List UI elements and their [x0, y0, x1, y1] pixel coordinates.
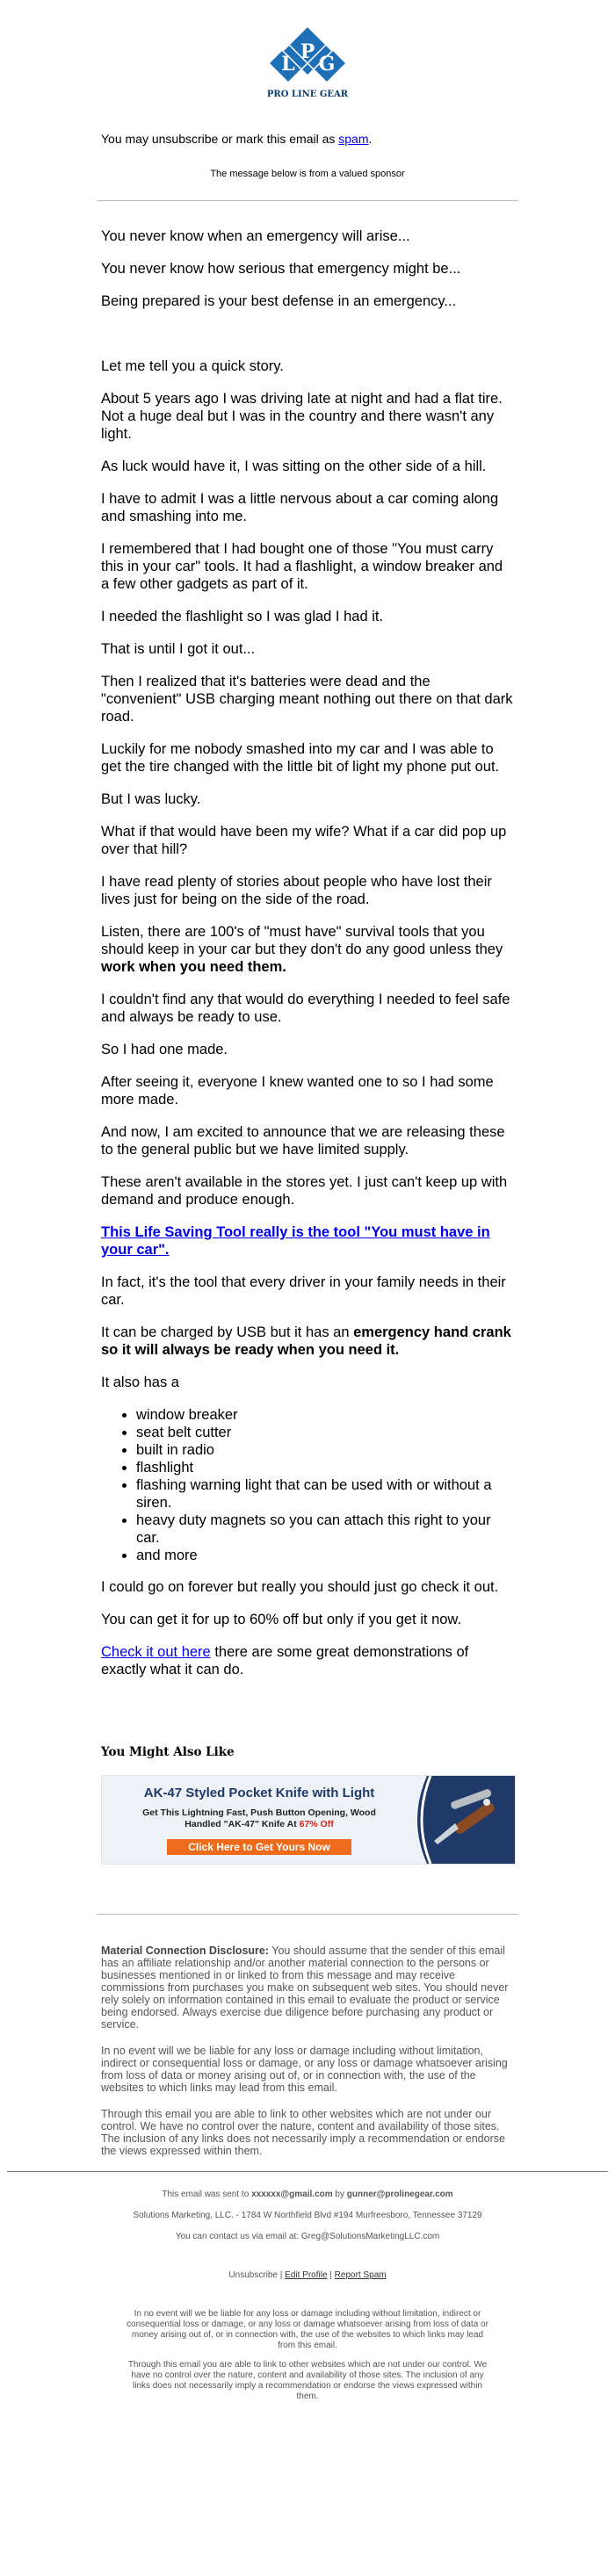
banner-title: AK-47 Styled Pocket Knife with Light [143, 1786, 375, 1800]
svg-text:P: P [300, 40, 315, 63]
story-paragraph [101, 1223, 514, 1259]
emphasis-text: work when you need them. [101, 959, 286, 975]
story-paragraph: These aren't available in the stores yet. I just can't keep up with demand and produce enough. [101, 1174, 508, 1208]
feature-list [101, 1406, 514, 1564]
story-body [101, 227, 514, 1678]
story-paragraph: Listen, there are 100's of "must have" survival tools that you should keep in your car but they don't do any good unless they work when you need them. [101, 924, 503, 975]
banner-subtitle: Get This Lightning Fast, Push Button Opening, Wood Handled "AK-47" Knife At 67% Off [142, 1808, 376, 1829]
pocket-knife-icon [401, 1776, 515, 1864]
fine-print: In no event will we be liable for any loss or damage including without limitation, indirect or consequential loss or damage, or any loss or damage whatsoever arising from loss of data or money arising out of, or in connection with, the use of the websites to which links may lead from this email. [127, 2309, 488, 2350]
sent-to-line: This email was sent to xxxxxx@gmail.com by gunner@prolinegear.com [162, 2190, 453, 2199]
discount-text: 67% Off [299, 1819, 334, 1829]
svg-text:PRO LINE GEAR: PRO LINE GEAR [266, 90, 349, 99]
emphasis-text: emergency hand crank so it will always be ready when you need it. [101, 1324, 511, 1358]
story-paragraph: So I had one made. [101, 1042, 228, 1057]
story-paragraph: As luck would have it, I was sitting on the other side of a hill. [101, 458, 487, 474]
fine-print: Through this email you are able to link to other websites which are not under our control. We have no control over the nature, content and availability of those sites. The inclusion of any links does not necessarily imply a recommendation or endorse the views expressed within them. [127, 2360, 488, 2401]
story-paragraph: I could go on forever but really you should just go check it out. [101, 1579, 499, 1595]
disclosure-paragraph: In no event will we be liable for any loss or damage including without limitation, indirect or consequential loss or damage, or any loss or damage whatsoever arising from loss of data or money arising out of, or in connection with, the use of the websites to which links may lead from this email. [101, 2045, 508, 2094]
also-like-heading: You Might Also Like [101, 1745, 235, 1759]
plg-diamond-logo-icon [262, 25, 353, 100]
report-spam-link[interactable]: Report Spam [334, 2270, 387, 2280]
story-paragraph: Luckily for me nobody smashed into my car and I was able to get the tire changed with the little bit of light my phone put out. [101, 741, 500, 775]
feature-item: • built in radio [136, 1441, 514, 1459]
unsubscribe-link[interactable]: Unsubscribe [228, 2270, 278, 2280]
sender-address: Solutions Marketing, LLC. - 1784 W Northfield Blvd #194 Murfreesboro, Tennessee 37129 [133, 2211, 482, 2220]
feature-item: • window breaker [136, 1406, 514, 1424]
footer [0, 2190, 615, 2402]
spam-link[interactable]: spam [338, 132, 369, 146]
feature-item: • flashlight [136, 1459, 514, 1476]
disclosure-paragraph: Through this email you are able to link to other websites which are not under our control. We have no control over the nature, content and availability of those sites. The inclusion of any links does not necessarily imply a recommendation or endorse the views expressed within them. [101, 2108, 505, 2157]
story-paragraph: That is until I got it out... [101, 641, 256, 657]
story-paragraph: You never know when an emergency will arise... [101, 228, 410, 244]
story-paragraph: After seeing it, everyone I knew wanted one to so I had some more made. [101, 1074, 494, 1108]
contact-line: You can contact us via email at: Greg@SolutionsMarketingLLC.com [175, 2232, 440, 2241]
feature-item: • and more [136, 1547, 514, 1564]
divider [97, 200, 518, 201]
knife-promo-banner[interactable] [101, 1775, 516, 1865]
svg-text:L: L [281, 53, 295, 76]
story-paragraph: Then I realized that it's batteries were dead and the "convenient" USB charging meant nothing out there on that dark road. [101, 674, 513, 725]
story-paragraph: About 5 years ago I was driving late at night and had a flat tire. Not a huge deal but I was in the country and there wasn't any light. [101, 391, 503, 442]
footer-links: Unsubscribe | Edit Profile | Report Spam [228, 2270, 387, 2280]
story-paragraph: I couldn't find any that would do everything I needed to feel safe and always be ready to use. [101, 992, 510, 1025]
banner-cta-button[interactable]: Click Here to Get Yours Now [167, 1839, 351, 1855]
story-paragraph: And now, I am excited to announce that we are releasing these to the general public but we have limited supply. [101, 1124, 505, 1158]
story-paragraph: It also has a [101, 1375, 179, 1390]
check-it-out-link[interactable]: Check it out here [101, 1644, 211, 1660]
feature-item: • seat belt cutter [136, 1424, 514, 1441]
story-paragraph: I have read plenty of stories about people who have lost their lives just for being on the side of the road. [101, 874, 492, 907]
story-paragraph: Being prepared is your best defense in an emergency... [101, 293, 457, 309]
story-paragraph: Let me tell you a quick story. [101, 358, 284, 374]
svg-text:G: G [318, 53, 336, 76]
story-paragraph: It can be charged by USB but it has an emergency hand crank so it will always be ready when you need it. [101, 1324, 511, 1358]
sponsor-note: The message below is from a valued sponsor [210, 169, 405, 179]
story-paragraph: Check it out here there are some great demonstrations of exactly what it can do. [101, 1644, 469, 1678]
brand-logo[interactable] [0, 0, 615, 100]
disclosure-paragraph: Material Connection Disclosure: You should assume that the sender of this email has an affiliate relationship and/or another material connection to the persons or businesses mentioned in or linked to from this message and may receive commissions from purchases you make on subsequent web sites. You should never rely solely on information contained in this email to evaluate the product or service being endorsed. Always exercise due diligence before purchasing any product or service. [101, 1945, 509, 2031]
feature-item: • heavy duty magnets so you can attach this right to your car. [136, 1512, 514, 1547]
footer-divider [7, 2171, 608, 2172]
story-paragraph: But I was lucky. [101, 791, 201, 807]
product-headline-link[interactable]: This Life Saving Tool really is the tool "You must have in your car". [101, 1224, 490, 1258]
divider [97, 1914, 518, 1915]
story-paragraph: I remembered that I had bought one of those "You must carry this in your car" tools. It had a flashlight, a window breaker and a few other gadgets as part of it. [101, 541, 503, 592]
edit-profile-link[interactable]: Edit Profile [285, 2270, 328, 2280]
story-paragraph: You can get it for up to 60% off but only if you get it now. [101, 1612, 462, 1627]
story-paragraph: I needed the flashlight so I was glad I had it. [101, 609, 384, 624]
unsubscribe-line: You may unsubscribe or mark this email as spam. [101, 132, 373, 146]
story-paragraph: What if that would have been my wife? What if a car did pop up over that hill? [101, 824, 507, 857]
story-paragraph: I have to admit I was a little nervous about a car coming along and smashing into me. [101, 491, 499, 524]
story-paragraph: You never know how serious that emergency might be... [101, 261, 461, 277]
disclosure [101, 1945, 514, 2157]
feature-item: • flashing warning light that can be used with or without a siren. [136, 1476, 514, 1512]
story-paragraph: In fact, it's the tool that every driver in your family needs in their car. [101, 1274, 506, 1308]
